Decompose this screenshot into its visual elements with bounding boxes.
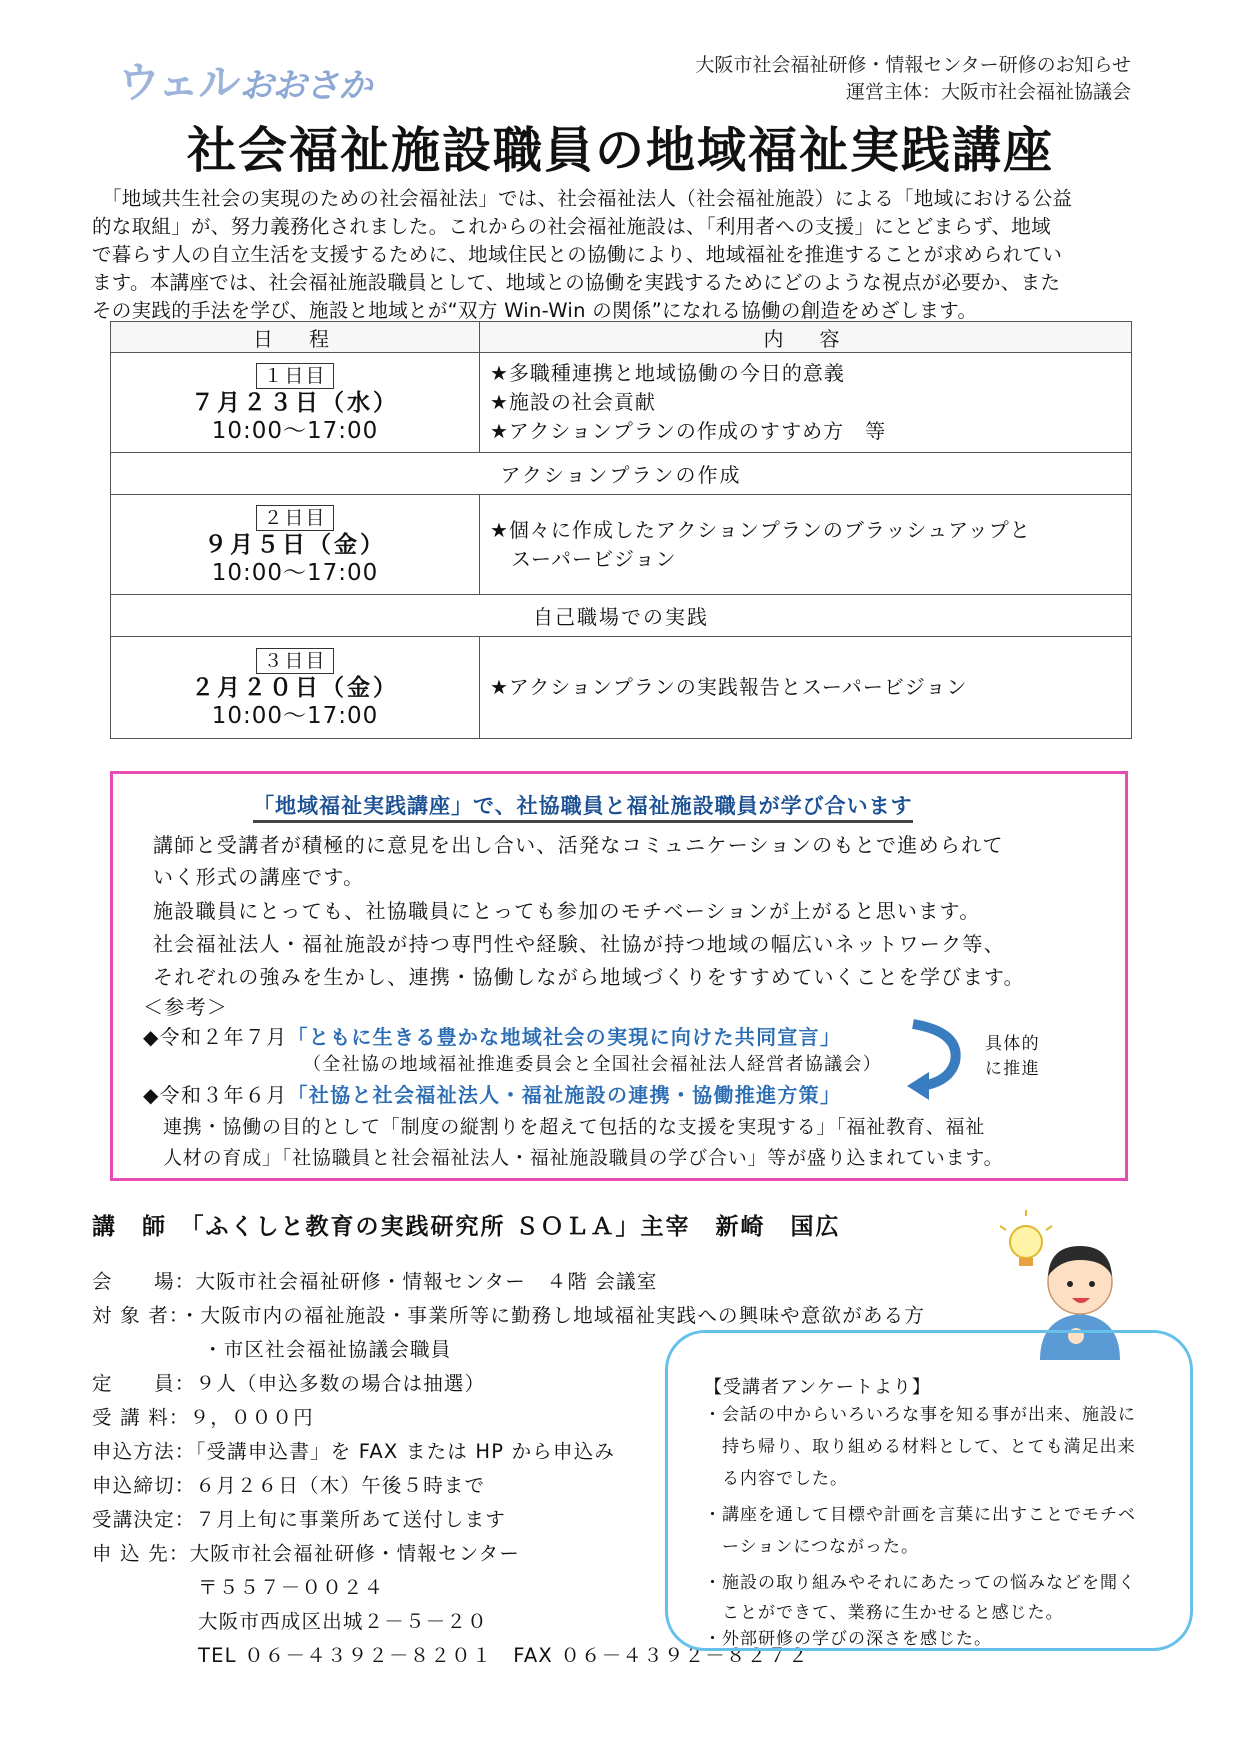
info-value: 大阪市社会福祉研修・情報センター ４階 会議室 bbox=[195, 1270, 658, 1293]
schedule-table bbox=[110, 321, 1132, 739]
info-value: ・大阪市内の福祉施設・事業所等に勤務し地域福祉実践への興味や意欲がある方 bbox=[179, 1304, 926, 1327]
header-organizer: 運営主体：大阪市社会福祉協議会 bbox=[845, 81, 1131, 103]
info-value: ９人（申込多数の場合は抽選） bbox=[195, 1372, 486, 1395]
ref-1-prefix: ◆令和２年７月 bbox=[143, 1025, 288, 1049]
box-line: それぞれの強みを生かし、連携・協働しながら地域づくりをすすめていくことを学びます。 bbox=[153, 965, 1025, 989]
logo bbox=[118, 50, 371, 110]
content-item: ★多職種連携と地域協働の今日的意義 bbox=[490, 361, 845, 385]
arrow-label: に推進 bbox=[985, 1059, 1040, 1079]
intro-line: 「地域共生社会の実現のための社会福祉法」では、社会福祉法人（社会福祉施設）による「地域における公益 bbox=[102, 187, 1073, 210]
ref-1 bbox=[143, 1021, 841, 1050]
ref-label: ＜参考＞ bbox=[143, 995, 229, 1019]
content-item: ★個々に作成したアクションプランのブラッシュアップと bbox=[490, 517, 1031, 542]
content-item: ★アクションプランの実践報告とスーパービジョン bbox=[490, 675, 968, 699]
survey-line: る内容でした。 bbox=[704, 1469, 848, 1489]
info-key: 受講決定： bbox=[92, 1508, 196, 1531]
survey-line: 持ち帰り、取り組める材料として、とても満足出来 bbox=[704, 1437, 1136, 1457]
info-row bbox=[92, 1504, 506, 1532]
curved-arrow-icon bbox=[903, 1014, 973, 1104]
survey-line: ・会話の中からいろいろな事を知る事が出来、施設に bbox=[704, 1405, 1136, 1425]
col-header-date: 日 程 bbox=[111, 322, 480, 353]
ref-1-note: （全社協の地域福祉推進委員会と全国社会福祉法人経営者協議会） bbox=[303, 1054, 882, 1075]
info-row bbox=[92, 1402, 314, 1430]
day-cell bbox=[111, 495, 480, 595]
info-key: 申込方法： bbox=[92, 1440, 196, 1463]
info-row bbox=[92, 1368, 485, 1396]
ref-1-title: 「ともに生きる豊かな地域社会の実現に向けた共同宣言」 bbox=[287, 1025, 842, 1049]
day-date: ９月５日（金） bbox=[204, 531, 386, 558]
day-label: ２日目 bbox=[256, 505, 333, 531]
learning-box bbox=[110, 771, 1128, 1181]
info-key: 申 込 先： bbox=[92, 1542, 190, 1565]
closing-line: 連携・協働の目的として「制度の縦割りを超えて包括的な支援を実現する」「福祉教育、福祉 bbox=[163, 1116, 986, 1138]
info-key: 受 講 料： bbox=[92, 1406, 190, 1429]
info-value: ・市区社会福祉協議会職員 bbox=[203, 1338, 452, 1361]
content-cell bbox=[480, 637, 1132, 739]
info-key: 定 員： bbox=[92, 1372, 196, 1395]
page-title: 社会福祉施設職員の地域福祉実践講座 bbox=[186, 121, 1054, 179]
closing-line: 人材の育成」「社協職員と社会福祉法人・福祉施設職員の学び合い」等が盛り込まれています。 bbox=[163, 1147, 1004, 1169]
ref-2-title: 「社協と社会福祉法人・福祉施設の連携・協働推進方策」 bbox=[287, 1083, 842, 1107]
content-cell bbox=[480, 353, 1132, 453]
day-time: 10:00～17:00 bbox=[211, 702, 379, 729]
info-row bbox=[198, 1606, 488, 1634]
info-value: 大阪市西成区出城２－５－２０ bbox=[198, 1610, 488, 1633]
info-key: 申込締切： bbox=[92, 1474, 196, 1497]
intro-line: で暮らす人の自立生活を支援するために、地域住民との協働により、地域福祉を推進することが求められてい bbox=[92, 243, 1063, 266]
info-row bbox=[198, 1572, 384, 1600]
day-cell bbox=[111, 637, 480, 739]
day-time: 10:00～17:00 bbox=[211, 417, 379, 444]
content-item: ★アクションプランの作成のすすめ方 等 bbox=[490, 419, 887, 443]
info-row bbox=[92, 1470, 485, 1498]
info-row bbox=[92, 1266, 658, 1294]
info-row bbox=[203, 1334, 451, 1362]
header-notice: 大阪市社会福祉研修・情報センター研修のお知らせ bbox=[695, 54, 1131, 76]
ref-2 bbox=[143, 1079, 841, 1108]
info-row bbox=[92, 1300, 925, 1328]
info-value: ９，０００円 bbox=[189, 1406, 314, 1429]
col-header-content: 内 容 bbox=[480, 322, 1132, 353]
survey-line: ・施設の取り組みやそれにあたっての悩みなどを聞く bbox=[704, 1573, 1136, 1593]
content-item: ★施設の社会貢献 bbox=[490, 390, 656, 414]
info-value: 「受講申込書」を FAX または HP から申込み bbox=[195, 1440, 616, 1463]
survey-line: ーションにつながった。 bbox=[704, 1537, 919, 1557]
day-label: ３日目 bbox=[256, 648, 333, 674]
survey-line: ことができて、業務に生かせると感じた。 bbox=[704, 1603, 1064, 1623]
info-value: ６月２６日（木）午後５時まで bbox=[195, 1474, 486, 1497]
box-line: 社会福祉法人・福祉施設が持つ専門性や経験、社協が持つ地域の幅広いネットワーク等、 bbox=[153, 932, 1005, 956]
intro-line: ます。本講座では、社会福祉施設職員として、地域との協働を実践するためにどのような視点が必要か、また bbox=[92, 271, 1061, 294]
info-key: 会 場： bbox=[92, 1270, 196, 1293]
info-row bbox=[92, 1436, 615, 1464]
content-cell bbox=[480, 495, 1132, 595]
intro-line: 的な取組」が、努力義務化されました。これからの社会福祉施設は、「利用者への支援」にとどまらず、地域 bbox=[92, 215, 1051, 238]
ref-2-prefix: ◆令和３年６月 bbox=[143, 1083, 288, 1107]
box-line: いく形式の講座です。 bbox=[153, 865, 365, 889]
info-value: 大阪市社会福祉研修・情報センター bbox=[189, 1542, 521, 1565]
survey-box bbox=[665, 1330, 1193, 1651]
day-date: ２月２０日（金） bbox=[191, 674, 399, 701]
content-item: スーパービジョン bbox=[490, 546, 677, 571]
survey-title: 【受講者アンケートより】 bbox=[704, 1377, 931, 1398]
survey-line: ・外部研修の学びの深さを感じた。 bbox=[704, 1629, 992, 1649]
box-line: 施設職員にとっても、社協職員にとっても参加のモチベーションが上がると思います。 bbox=[153, 899, 981, 923]
info-key: 対 象 者： bbox=[92, 1304, 180, 1327]
info-row bbox=[92, 1538, 520, 1566]
info-value: ７月上旬に事業所あて送付します bbox=[195, 1508, 507, 1531]
info-value: TEL ０６－４３９２－８２０１ FAX ０６－４３９２－８２７２ bbox=[198, 1644, 809, 1667]
day-time: 10:00～17:00 bbox=[211, 559, 379, 586]
survey-line: ・講座を通して目標や計画を言葉に出すことでモチベ bbox=[704, 1505, 1136, 1525]
lecturer: 講 師 「ふくしと教育の実践研究所 ＳＯＬＡ」主宰 新崎 国広 bbox=[92, 1214, 841, 1240]
intro-line: その実践的手法を学び、施設と地域とが“双方 Win-Win の関係”になれる協働の創造をめざします。 bbox=[92, 299, 978, 322]
arrow-label: 具体的 bbox=[985, 1034, 1040, 1054]
info-value: 〒５５７－００２４ bbox=[198, 1576, 385, 1599]
intro-text bbox=[92, 185, 1162, 325]
day-cell bbox=[111, 353, 480, 453]
between-step: アクションプランの作成 bbox=[111, 453, 1132, 495]
day-date: ７月２３日（水） bbox=[191, 389, 399, 416]
between-step: 自己職場での実践 bbox=[111, 595, 1132, 637]
box-heading: 「地域福祉実践講座」で、社協職員と福祉施設職員が学び合います bbox=[253, 790, 913, 823]
day-label: １日目 bbox=[256, 363, 333, 389]
logo-part1: ウェル bbox=[118, 58, 240, 107]
logo-part2: おおさか bbox=[239, 66, 372, 106]
box-line: 講師と受講者が積極的に意見を出し合い、活発なコミュニケーションのもとで進められて bbox=[153, 833, 1004, 857]
